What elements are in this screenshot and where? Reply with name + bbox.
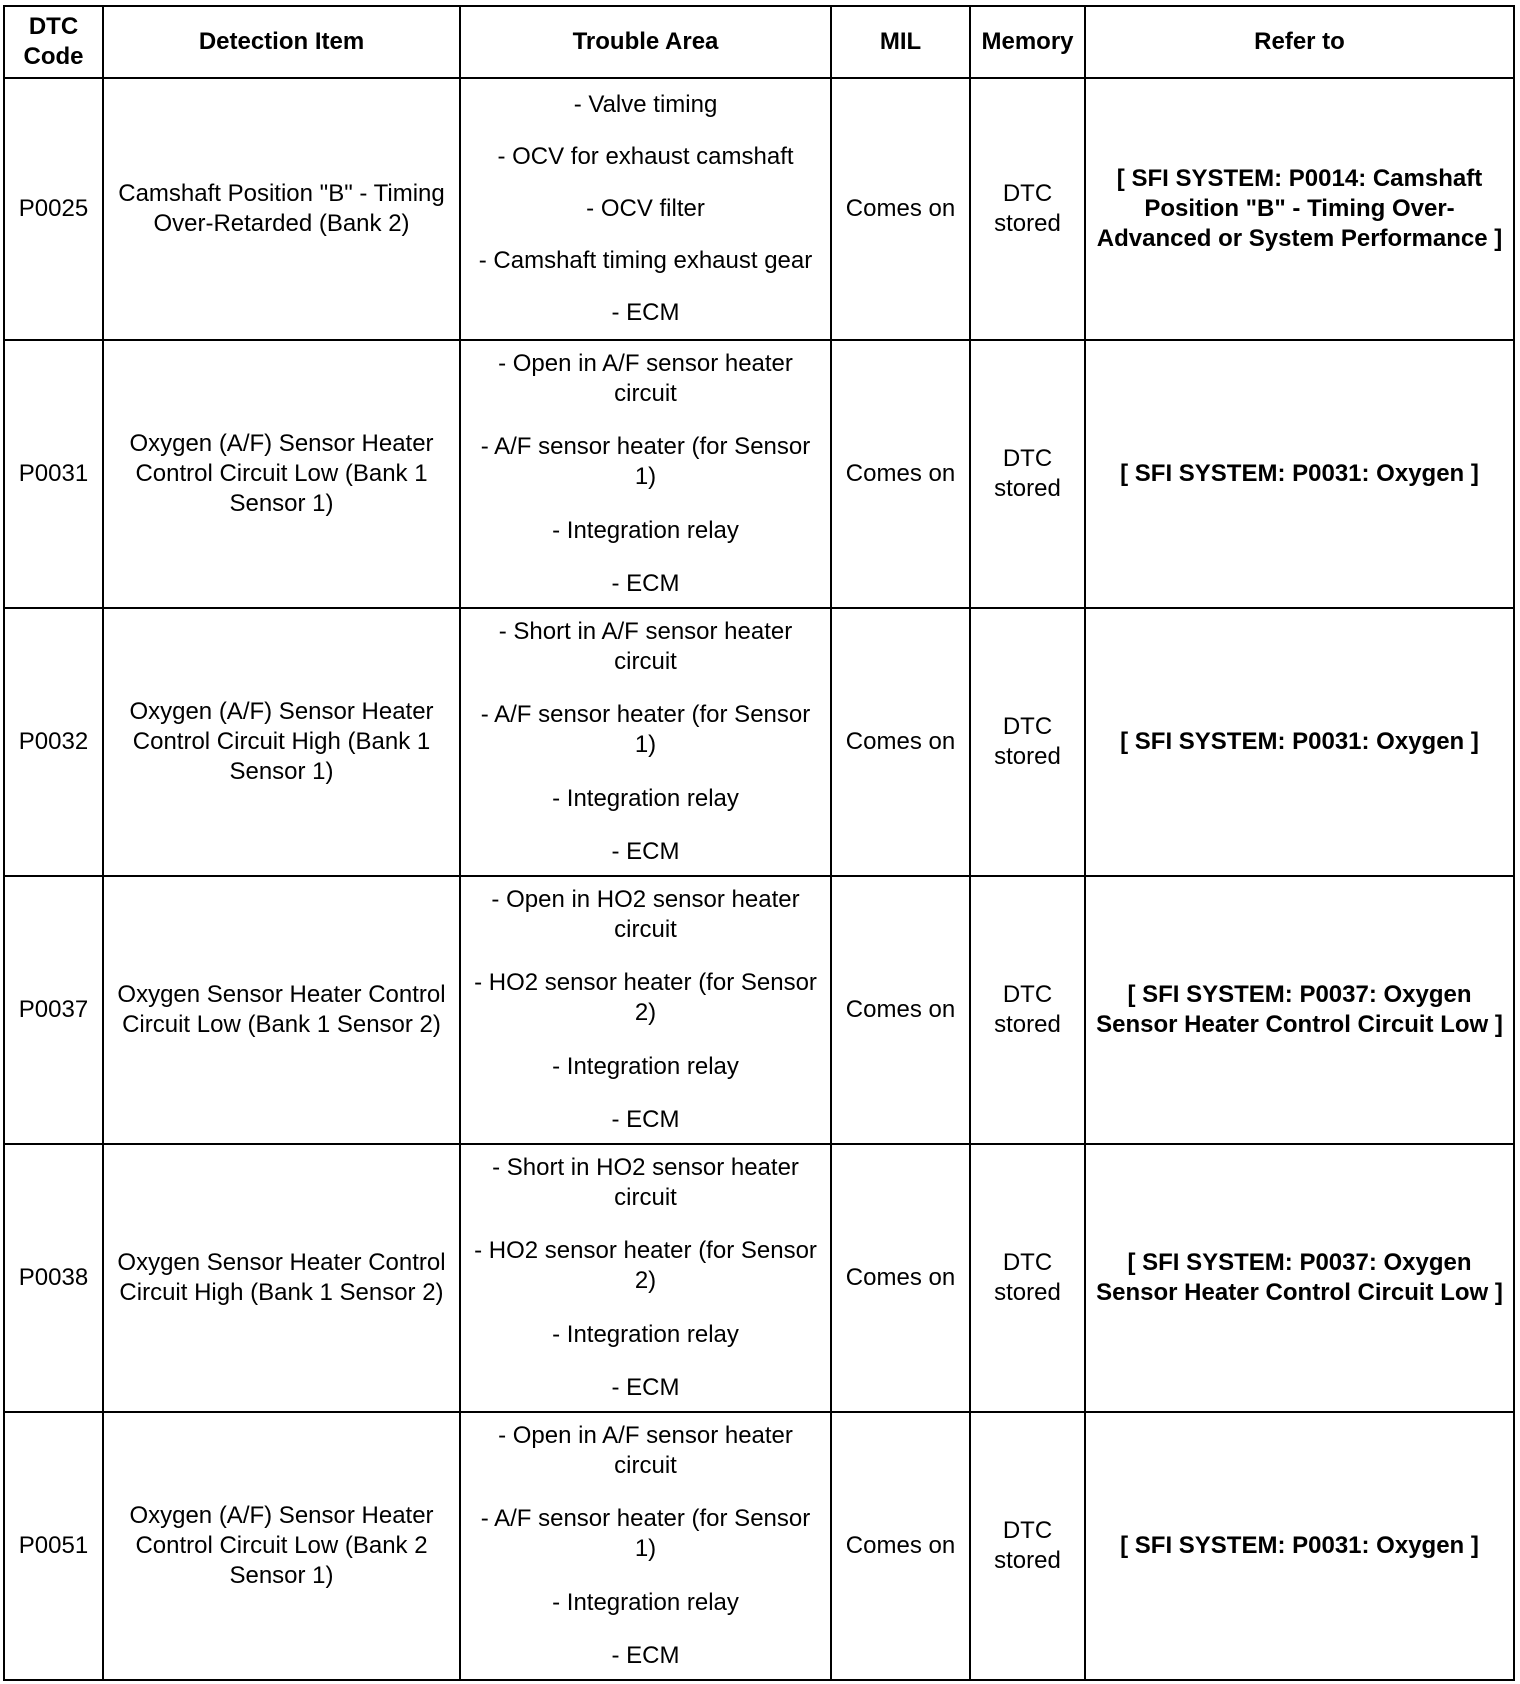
- trouble-area-item: - Integration relay: [552, 1320, 739, 1348]
- trouble-area-cell: [460, 1412, 831, 1680]
- trouble-area-item: - Integration relay: [552, 1588, 739, 1616]
- trouble-area-item: - ECM: [611, 569, 680, 597]
- detection-item-cell: Oxygen Sensor Heater Control Circuit High (Bank 1 Sensor 2): [103, 1144, 460, 1412]
- mil-cell: Comes on: [831, 876, 970, 1144]
- trouble-area-item: - Camshaft timing exhaust gear: [478, 247, 813, 274]
- trouble-area-item: - Integration relay: [552, 1052, 739, 1080]
- header-detection-item: Detection Item: [103, 6, 460, 78]
- dtc-code-cell: P0038: [4, 1144, 103, 1412]
- memory-cell: DTC stored: [970, 340, 1085, 608]
- header-row: [4, 6, 1514, 78]
- detection-item-cell: Camshaft Position "B" - Timing Over-Retarded (Bank 2): [103, 78, 460, 340]
- trouble-area-item: - HO2 sensor heater (for Sensor 2): [474, 1237, 817, 1295]
- memory-cell: DTC stored: [970, 1144, 1085, 1412]
- trouble-area-cell: [460, 608, 831, 876]
- trouble-area-cell: [460, 340, 831, 608]
- table-row: [4, 340, 1514, 608]
- trouble-area-item: - OCV filter: [586, 195, 705, 222]
- detection-item-cell: Oxygen (A/F) Sensor Heater Control Circuit Low (Bank 1 Sensor 1): [103, 340, 460, 608]
- trouble-area-item: - Short in A/F sensor heater circuit: [498, 618, 793, 675]
- trouble-area-item: - ECM: [611, 1641, 680, 1669]
- refer-to-link[interactable]: [ SFI SYSTEM: P0014: Camshaft Position "B" - Timing Over-Advanced or System Performance ]: [1085, 78, 1514, 340]
- refer-to-link[interactable]: [ SFI SYSTEM: P0031: Oxygen ]: [1085, 608, 1514, 876]
- trouble-area-cell: [460, 876, 831, 1144]
- header-mil: MIL: [831, 6, 970, 78]
- trouble-area-item: - HO2 sensor heater (for Sensor 2): [474, 969, 817, 1027]
- trouble-area-item: - Open in A/F sensor heater circuit: [498, 350, 793, 407]
- dtc-code-cell: P0031: [4, 340, 103, 608]
- trouble-area-item: - Open in A/F sensor heater circuit: [498, 1422, 793, 1479]
- refer-to-link[interactable]: [ SFI SYSTEM: P0031: Oxygen ]: [1085, 340, 1514, 608]
- memory-cell: DTC stored: [970, 608, 1085, 876]
- mil-cell: Comes on: [831, 608, 970, 876]
- dtc-code-cell: P0037: [4, 876, 103, 1144]
- trouble-area-item: - OCV for exhaust camshaft: [497, 143, 794, 170]
- table-row: [4, 1144, 1514, 1412]
- detection-item-cell: Oxygen (A/F) Sensor Heater Control Circuit Low (Bank 2 Sensor 1): [103, 1412, 460, 1680]
- trouble-area-item: - Open in HO2 sensor heater circuit: [491, 886, 800, 943]
- header-refer-to: Refer to: [1085, 6, 1514, 78]
- memory-cell: DTC stored: [970, 876, 1085, 1144]
- header-dtc-code-line2: Code: [23, 43, 84, 70]
- trouble-area-item: - ECM: [611, 1373, 680, 1401]
- header-dtc-code: [4, 6, 103, 78]
- trouble-area-item: - A/F sensor heater (for Sensor 1): [480, 701, 811, 759]
- trouble-area-item: - A/F sensor heater (for Sensor 1): [480, 433, 811, 491]
- table-row: [4, 876, 1514, 1144]
- mil-cell: Comes on: [831, 340, 970, 608]
- trouble-area-cell: [460, 1144, 831, 1412]
- memory-cell: DTC stored: [970, 78, 1085, 340]
- trouble-area-item: - Integration relay: [552, 784, 739, 812]
- trouble-area-cell: [460, 78, 831, 340]
- trouble-area-item: - ECM: [611, 837, 680, 865]
- table-row: [4, 608, 1514, 876]
- dtc-code-cell: P0032: [4, 608, 103, 876]
- dtc-code-cell: P0051: [4, 1412, 103, 1680]
- table-row: [4, 1412, 1514, 1680]
- refer-to-link[interactable]: [ SFI SYSTEM: P0031: Oxygen ]: [1085, 1412, 1514, 1680]
- dtc-code-cell: P0025: [4, 78, 103, 340]
- mil-cell: Comes on: [831, 1144, 970, 1412]
- refer-to-link[interactable]: [ SFI SYSTEM: P0037: Oxygen Sensor Heater Control Circuit Low ]: [1085, 876, 1514, 1144]
- trouble-area-item: - Integration relay: [552, 516, 739, 544]
- dtc-table: [3, 5, 1515, 1681]
- header-trouble-area: Trouble Area: [460, 6, 831, 78]
- trouble-area-item: - ECM: [611, 1105, 680, 1133]
- table-row: [4, 78, 1514, 340]
- refer-to-link[interactable]: [ SFI SYSTEM: P0037: Oxygen Sensor Heater Control Circuit Low ]: [1085, 1144, 1514, 1412]
- trouble-area-item: - ECM: [611, 299, 680, 326]
- header-dtc-code-line1: DTC: [28, 13, 79, 40]
- mil-cell: Comes on: [831, 78, 970, 340]
- memory-cell: DTC stored: [970, 1412, 1085, 1680]
- detection-item-cell: Oxygen (A/F) Sensor Heater Control Circuit High (Bank 1 Sensor 1): [103, 608, 460, 876]
- trouble-area-item: - Valve timing: [573, 91, 718, 118]
- header-memory: Memory: [970, 6, 1085, 78]
- trouble-area-item: - A/F sensor heater (for Sensor 1): [480, 1505, 811, 1563]
- mil-cell: Comes on: [831, 1412, 970, 1680]
- trouble-area-item: - Short in HO2 sensor heater circuit: [492, 1154, 799, 1211]
- detection-item-cell: Oxygen Sensor Heater Control Circuit Low (Bank 1 Sensor 2): [103, 876, 460, 1144]
